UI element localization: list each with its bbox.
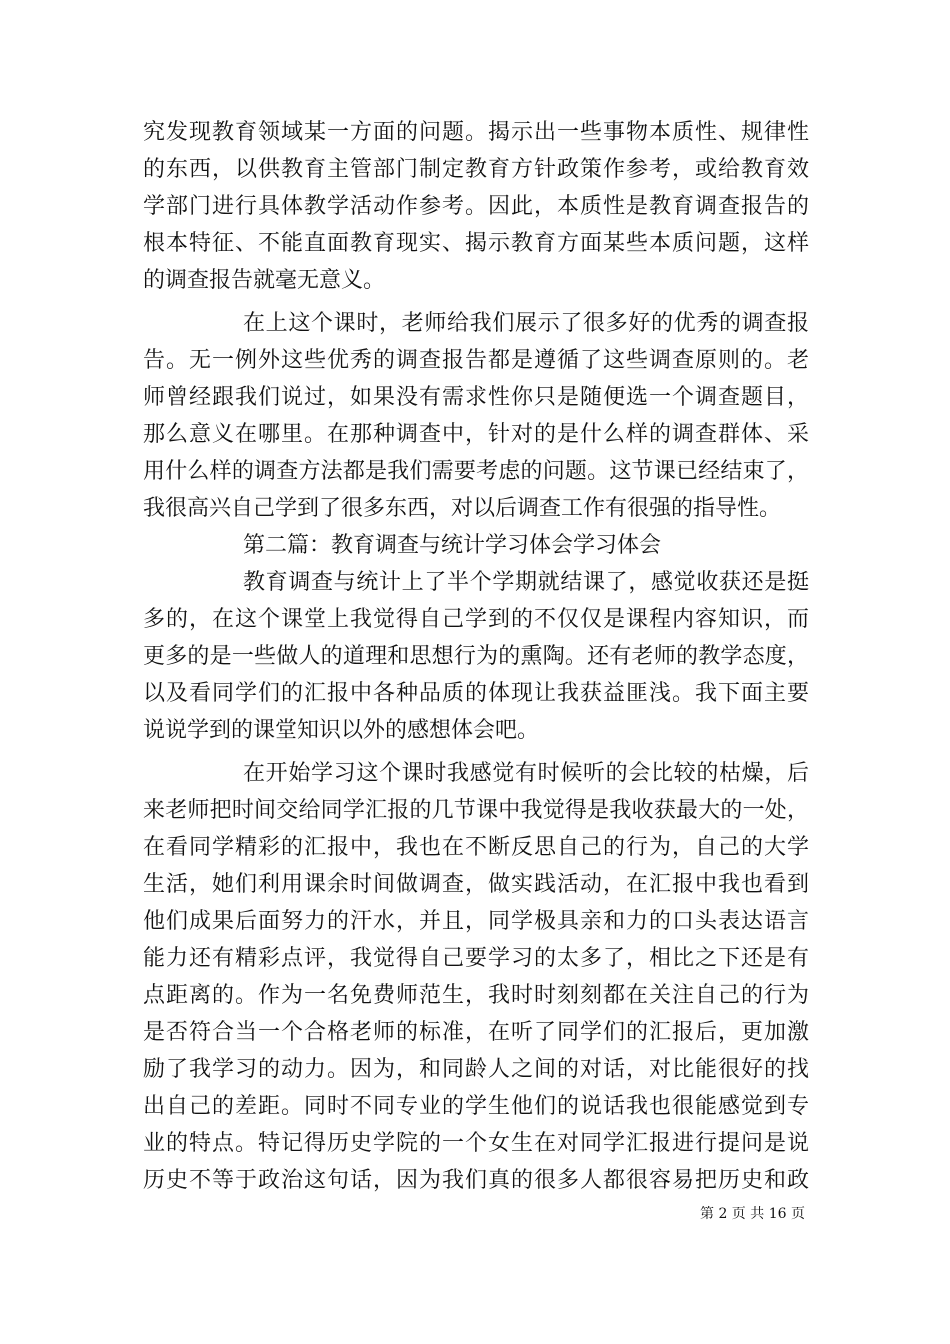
heading-line: 第二篇：教育调查与统计学习体会学习体会 <box>243 533 662 558</box>
text-line: 出自己的差距。同时不同专业的学生他们的说话我也很能感觉到专 <box>143 1094 809 1119</box>
text-line: 是否符合当一个合格老师的标准，在听了同学们的汇报后，更加激 <box>143 1020 809 1045</box>
document-body <box>143 114 809 1199</box>
text-line: 在上这个课时，老师给我们展示了很多好的优秀的调查报 <box>243 311 809 336</box>
paragraph <box>143 564 809 749</box>
text-line: 励了我学习的动力。因为，和同龄人之间的对话，对比能很好的找 <box>143 1057 809 1082</box>
text-line: 学部门进行具体教学活动作参考。因此，本质性是教育调查报告的 <box>143 194 809 219</box>
text-line: 多的，在这个课堂上我觉得自己学到的不仅仅是课程内容知识，而 <box>143 607 809 632</box>
text-line: 根本特征、不能直面教育现实、揭示教育方面某些本质问题，这样 <box>143 231 809 256</box>
text-line: 告。无一例外这些优秀的调查报告都是遵循了这些调查原则的。老 <box>143 348 809 373</box>
text-line: 的调查报告就毫无意义。 <box>143 268 386 293</box>
text-line: 以及看同学们的汇报中各种品质的体现让我获益匪浅。我下面主要 <box>143 681 809 706</box>
text-line: 究发现教育领域某一方面的问题。揭示出一些事物本质性、规律性 <box>143 120 809 145</box>
page-number: 第 2 页 共 16 页 <box>700 1206 805 1222</box>
text-line: 师曾经跟我们说过，如果没有需求性你只是随便选一个调查题目， <box>143 385 809 410</box>
text-line: 说说学到的课堂知识以外的感想体会吧。 <box>143 718 540 743</box>
paragraph <box>143 305 809 527</box>
text-line: 点距离的。作为一名免费师范生，我时时刻刻都在关注自己的行为 <box>143 983 809 1008</box>
section-heading <box>143 527 809 564</box>
text-line: 生活，她们利用课余时间做调查，做实践活动，在汇报中我也看到 <box>143 872 809 897</box>
text-line: 能力还有精彩点评，我觉得自己要学习的太多了，相比之下还是有 <box>143 946 809 971</box>
text-line: 那么意义在哪里。在那种调查中，针对的是什么样的调查群体、采 <box>143 422 809 447</box>
text-line: 业的特点。特记得历史学院的一个女生在对同学汇报进行提问是说 <box>143 1131 809 1156</box>
text-line: 我很高兴自己学到了很多东西，对以后调查工作有很强的指导性。 <box>143 496 782 521</box>
text-line: 更多的是一些做人的道理和思想行为的熏陶。还有老师的教学态度， <box>143 644 809 669</box>
text-line: 在看同学精彩的汇报中，我也在不断反思自己的行为，自己的大学 <box>143 835 809 860</box>
text-line: 历史不等于政治这句话，因为我们真的很多人都很容易把历史和政 <box>143 1168 809 1193</box>
text-line: 的东西，以供教育主管部门制定教育方针政策作参考，或给教育效 <box>143 157 809 182</box>
text-line: 在开始学习这个课时我感觉有时候听的会比较的枯燥，后 <box>243 761 809 786</box>
text-line: 用什么样的调查方法都是我们需要考虑的问题。这节课已经结束了， <box>143 459 809 484</box>
paragraph <box>143 114 809 299</box>
text-line: 来老师把时间交给同学汇报的几节课中我觉得是我收获最大的一处， <box>143 798 809 823</box>
text-line: 教育调查与统计上了半个学期就结课了，感觉收获还是挺 <box>243 570 809 595</box>
text-line: 他们成果后面努力的汗水，并且，同学极具亲和力的口头表达语言 <box>143 909 809 934</box>
paragraph <box>143 755 809 1199</box>
